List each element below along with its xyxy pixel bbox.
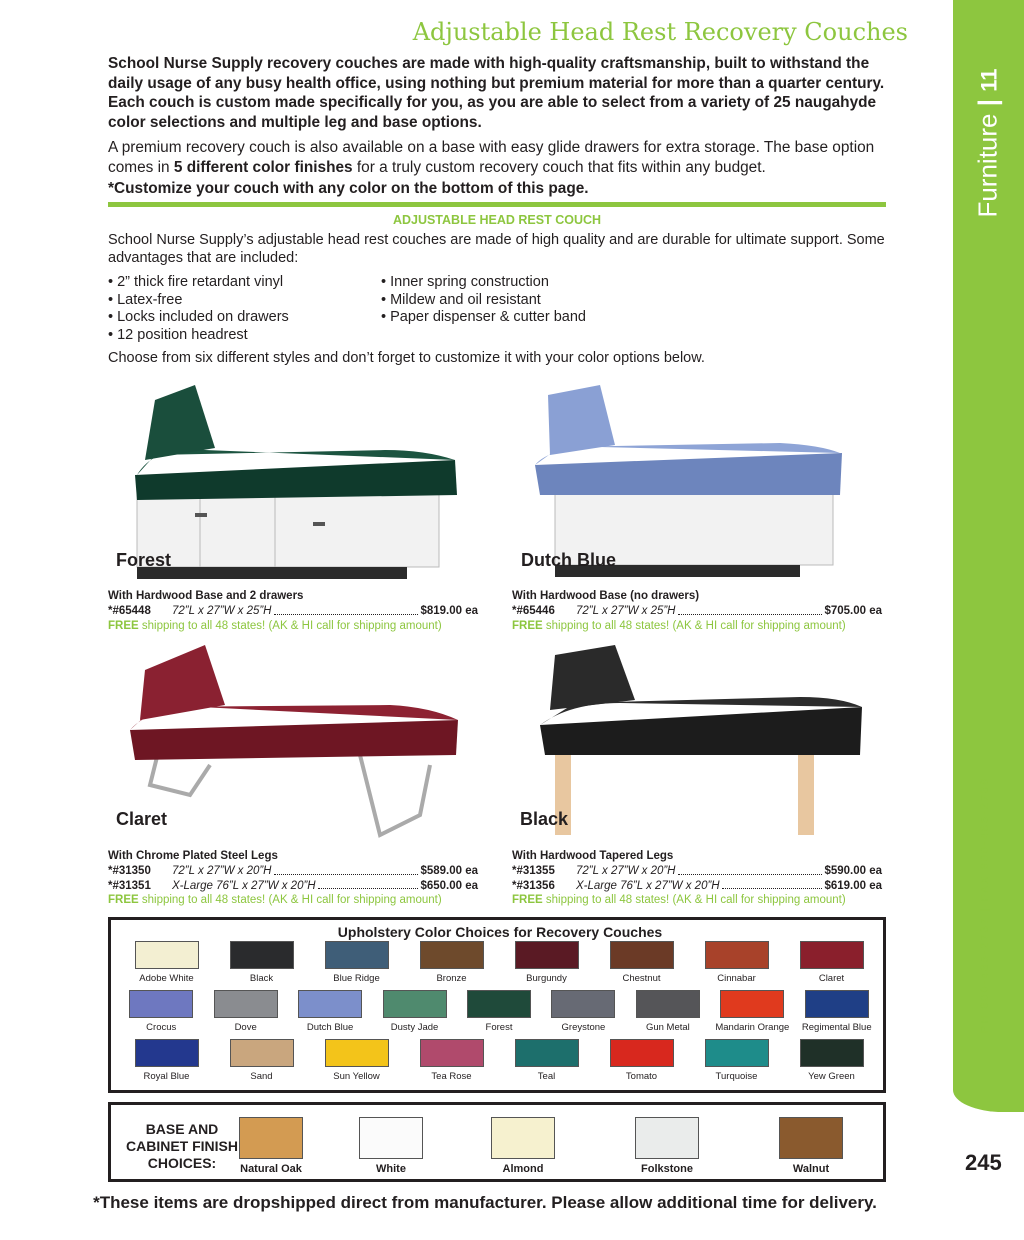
- color-swatch-label: Tomato: [625, 1071, 658, 1082]
- product-price: $705.00 ea: [824, 604, 882, 617]
- upholstery-title: Upholstery Color Choices for Recovery Couches: [337, 924, 663, 940]
- shipping-text: shipping to all 48 states! (AK & HI call for shipping amount): [542, 894, 846, 907]
- choose-text: Choose from six different styles and don’t forget to customize it with your color options below.: [108, 350, 705, 366]
- product-size: X-Large 76”L x 27”W x 20”H: [172, 879, 316, 892]
- base-finish-title: BASE AND CABINET FINISH CHOICES:: [126, 1121, 238, 1171]
- color-swatch: [705, 1039, 769, 1067]
- color-swatch-label: Chestnut: [622, 973, 661, 984]
- color-swatch: [129, 990, 193, 1018]
- customize-note: *Customize your couch with any color on the bottom of this page.: [108, 180, 589, 197]
- color-swatch: [610, 1039, 674, 1067]
- color-swatch-label: Sand: [250, 1071, 273, 1082]
- product-name-claret: Claret: [116, 809, 168, 829]
- color-swatch: [800, 1039, 864, 1067]
- color-swatch: [515, 1039, 579, 1067]
- finish-swatch: [635, 1117, 699, 1159]
- color-swatch-label: Sun Yellow: [333, 1071, 380, 1082]
- product-price: $619.00 ea: [824, 879, 882, 892]
- shipping-note: [108, 893, 478, 908]
- color-swatch-label: Regimental Blue: [801, 1022, 872, 1033]
- feature-item: • 12 position headrest: [108, 326, 248, 343]
- finish-swatch: [239, 1117, 303, 1159]
- finish-swatch: [779, 1117, 843, 1159]
- divider: [108, 202, 886, 207]
- color-swatch-label: Gun Metal: [645, 1022, 690, 1033]
- intro-paragraph: [108, 54, 898, 132]
- color-swatch: [135, 941, 199, 969]
- feature-item: • 2” thick fire retardant vinyl: [108, 274, 284, 290]
- color-swatch: [230, 1039, 294, 1067]
- product-line: [512, 879, 882, 894]
- color-swatch-label: Dusty Jade: [390, 1022, 439, 1033]
- free-label: FREE: [108, 894, 139, 907]
- page-number: 245: [965, 1150, 1002, 1175]
- finish-swatch-label: Folkstone: [641, 1163, 693, 1175]
- feature-item: • Mildew and oil resistant: [381, 291, 541, 308]
- product-price: $590.00 ea: [824, 864, 882, 877]
- color-swatch: [230, 941, 294, 969]
- finish-swatch: [359, 1117, 423, 1159]
- product-sku: *#65448: [108, 604, 151, 617]
- color-swatch-label: Forest: [485, 1022, 513, 1033]
- shipping-text: shipping to all 48 states! (AK & HI call for shipping amount): [542, 619, 846, 632]
- para2-start: A premium recovery couch is also available on a base with easy glide drawers for extra storage. The base option comes in: [108, 139, 875, 176]
- color-swatch-label: Cinnabar: [717, 973, 756, 984]
- product-base: With Hardwood Base and 2 drawers: [108, 590, 304, 602]
- product-size: 72”L x 27”W x 20”H: [172, 864, 272, 877]
- color-swatch-label: Blue Ridge: [333, 973, 380, 984]
- color-swatch: [551, 990, 615, 1018]
- color-swatch: [610, 941, 674, 969]
- product-price: $650.00 ea: [420, 879, 478, 892]
- finish-swatch-label: Natural Oak: [240, 1163, 302, 1175]
- color-swatch-label: Adobe White: [139, 973, 194, 984]
- shipping-text: shipping to all 48 states! (AK & HI call for shipping amount): [138, 894, 442, 907]
- color-swatch: [135, 1039, 199, 1067]
- section-label: Furniture: [972, 113, 1003, 218]
- color-swatch-label: Burgundy: [526, 973, 567, 984]
- intro-text: School Nurse Supply recovery couches are made with high-quality craftsmanship, built to withstand the daily usage of any busy health office, using nothing but premium material for more than a quarter century. Each couch is custom made specifically for you, as you are able to select from a variety of 25 naugahyde color selections and multiple leg and base options.: [108, 55, 885, 131]
- color-swatch-label: Greystone: [561, 1022, 606, 1033]
- color-swatch: [325, 1039, 389, 1067]
- color-swatch-label: Dutch Blue: [306, 1022, 354, 1033]
- color-swatch-label: Turquoise: [715, 1071, 758, 1082]
- color-swatch: [636, 990, 700, 1018]
- shipping-note: [108, 619, 478, 634]
- color-swatch-label: Royal Blue: [143, 1071, 190, 1082]
- color-swatch: [705, 941, 769, 969]
- product-sku: *#31356: [512, 879, 555, 892]
- color-swatch-label: Bronze: [436, 973, 467, 984]
- product-info: [108, 849, 478, 908]
- product-line: [512, 604, 882, 619]
- black-couch-image: [540, 645, 865, 840]
- page-title: Adjustable Head Rest Recovery Couches: [412, 18, 908, 46]
- finish-swatch-label: White: [376, 1163, 406, 1175]
- para2-bold: 5 different color finishes: [173, 158, 353, 176]
- upholstery-colors-box: [108, 917, 886, 1093]
- color-swatch-label: Teal: [537, 1071, 556, 1082]
- section-subhead: ADJUSTABLE HEAD REST COUCH: [392, 213, 602, 227]
- color-swatch-label: Tea Rose: [431, 1071, 472, 1082]
- product-sku: *#31350: [108, 864, 151, 877]
- feature-item: • Paper dispenser & cutter band: [381, 309, 586, 325]
- product-sku: *#65446: [512, 604, 555, 617]
- product-line: [108, 879, 478, 894]
- color-swatch: [420, 1039, 484, 1067]
- color-swatch: [720, 990, 784, 1018]
- color-swatch-label: Yew Green: [808, 1071, 855, 1082]
- feature-item: • Inner spring construction: [381, 274, 549, 290]
- product-line: [512, 864, 882, 879]
- para2-end: for a truly custom recovery couch that fits within any budget.: [352, 158, 766, 176]
- free-label: FREE: [512, 619, 543, 632]
- color-swatch: [298, 990, 362, 1018]
- color-swatch: [383, 990, 447, 1018]
- color-swatch: [805, 990, 869, 1018]
- product-line: [108, 864, 478, 879]
- color-swatch-label: Dove: [234, 1022, 257, 1033]
- color-swatch-label: Mandarin Orange: [715, 1022, 790, 1033]
- product-size: X-Large 76”L x 27”W x 20”H: [576, 879, 720, 892]
- product-name-dutch-blue: Dutch Blue: [521, 550, 617, 570]
- product-sku: *#31351: [108, 879, 151, 892]
- color-swatch: [325, 941, 389, 969]
- product-info: [108, 589, 478, 633]
- color-swatch-label: Crocus: [146, 1022, 177, 1033]
- forest-couch-image: [125, 380, 465, 585]
- product-name-black: Black: [520, 809, 569, 829]
- color-swatch: [214, 990, 278, 1018]
- product-base: With Chrome Plated Steel Legs: [108, 850, 278, 862]
- product-size: 72”L x 27”W x 25”H: [172, 604, 272, 617]
- color-swatch-label: Black: [249, 973, 274, 984]
- shipping-text: shipping to all 48 states! (AK & HI call for shipping amount): [138, 619, 442, 632]
- section-number: 11: [976, 68, 1002, 92]
- free-label: FREE: [512, 894, 543, 907]
- product-line: [108, 604, 478, 619]
- section-description: School Nurse Supply’s adjustable head rest couches are made of high quality and are durable for ultimate support. Some advantages that are included:: [108, 232, 885, 266]
- product-base: With Hardwood Base (no drawers): [512, 590, 700, 602]
- product-base: With Hardwood Tapered Legs: [512, 850, 674, 862]
- base-finish-box: [108, 1102, 886, 1182]
- shipping-note: [512, 893, 882, 908]
- product-size: 72”L x 27”W x 25”H: [576, 604, 676, 617]
- intro-paragraph-2: [108, 138, 898, 177]
- section-tab-label: Furniture | 11: [972, 68, 1003, 218]
- finish-swatch-label: Almond: [502, 1163, 544, 1175]
- finish-swatch: [491, 1117, 555, 1159]
- color-swatch: [420, 941, 484, 969]
- color-swatch-label: Claret: [818, 973, 845, 984]
- feature-item: • Locks included on drawers: [108, 309, 289, 325]
- feature-item: • Latex-free: [108, 291, 183, 308]
- color-swatch: [515, 941, 579, 969]
- product-price: $819.00 ea: [420, 604, 478, 617]
- product-price: $589.00 ea: [420, 864, 478, 877]
- contact-text: PH 800-485-2737 | FAX 800-485-2738: [979, 776, 991, 1034]
- color-swatch: [467, 990, 531, 1018]
- contact-info: [940, 776, 1024, 1034]
- dropship-note: *These items are dropshipped direct from manufacturer. Please allow additional time for delivery.: [93, 1193, 877, 1212]
- product-name-forest: Forest: [116, 550, 172, 570]
- free-label: FREE: [108, 619, 139, 632]
- finish-swatch-label: Walnut: [792, 1163, 830, 1175]
- product-info: [512, 589, 882, 633]
- product-size: 72”L x 27”W x 20”H: [576, 864, 676, 877]
- claret-couch-image: [130, 645, 465, 840]
- shipping-note: [512, 619, 882, 634]
- color-swatch: [800, 941, 864, 969]
- product-sku: *#31355: [512, 864, 555, 877]
- product-info: [512, 849, 882, 908]
